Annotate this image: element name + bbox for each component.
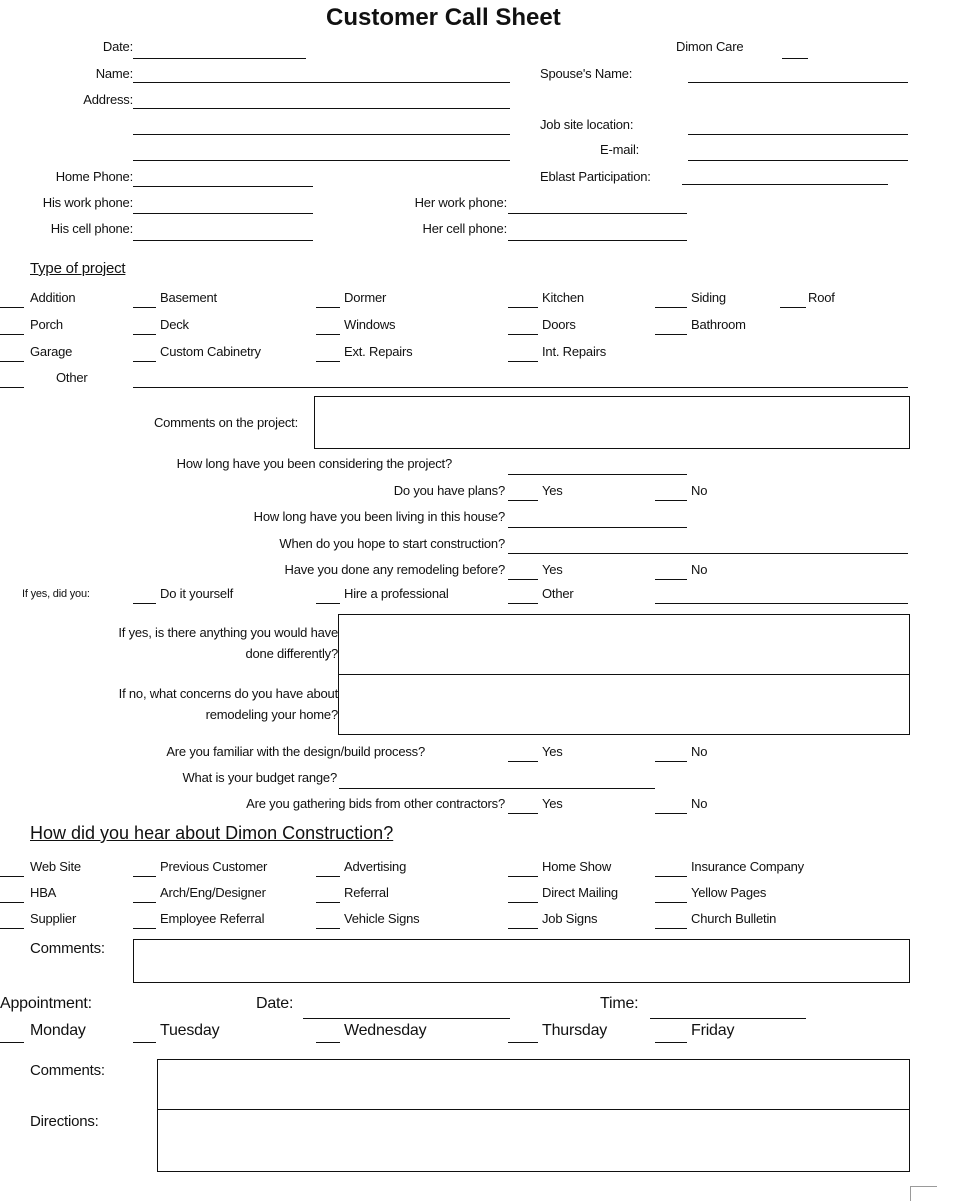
dimon-care-field[interactable]: [782, 58, 808, 59]
page-title: Customer Call Sheet: [326, 4, 561, 31]
day-tuesday: Tuesday: [160, 1022, 220, 1039]
q-considering: How long have you been considering the project?: [176, 456, 452, 471]
checkbox-blank[interactable]: [508, 361, 538, 362]
yes-label: Yes: [542, 562, 563, 577]
hear-heading: How did you hear about Dimon Construction?: [30, 823, 394, 843]
project-item: Dormer: [344, 290, 387, 305]
spouse-name-field[interactable]: [688, 82, 908, 83]
checkbox-blank[interactable]: [508, 579, 538, 580]
directions-label: Directions:: [30, 1113, 99, 1130]
dimon-care-label: Dimon Care: [676, 39, 744, 54]
checkbox-blank[interactable]: [655, 902, 687, 903]
project-item: Deck: [160, 317, 189, 332]
hear-item: Church Bulletin: [691, 911, 777, 926]
checkbox-blank[interactable]: [316, 307, 340, 308]
eblast-field[interactable]: [682, 184, 888, 185]
q-familiar: Are you familiar with the design/build process?: [166, 744, 425, 759]
home-phone-label: Home Phone:: [55, 169, 133, 184]
project-item: Windows: [344, 317, 396, 332]
q-living: How long have you been living in this house?: [253, 509, 505, 524]
checkbox-blank[interactable]: [316, 334, 340, 335]
hear-comments-label: Comments:: [30, 940, 105, 957]
hear-item: Referral: [344, 885, 389, 900]
q-concerns-2: remodeling your home?: [205, 707, 338, 722]
q-bids: Are you gathering bids from other contractors?: [246, 796, 505, 811]
appointment-time-field[interactable]: [650, 1018, 806, 1019]
checkbox-blank[interactable]: [508, 902, 538, 903]
hire-pro-label: Hire a professional: [344, 586, 449, 601]
directions-box[interactable]: [157, 1109, 910, 1172]
job-site-field[interactable]: [688, 134, 908, 135]
project-comments-label: Comments on the project:: [153, 415, 298, 430]
hear-item: Web Site: [30, 859, 81, 874]
other-field[interactable]: [655, 603, 908, 604]
project-item: Custom Cabinetry: [160, 344, 261, 359]
project-item: Siding: [691, 290, 726, 305]
checkbox-blank[interactable]: [133, 928, 156, 929]
job-site-label: Job site location:: [540, 117, 634, 132]
checkbox-blank[interactable]: [508, 1042, 538, 1043]
hear-item: Employee Referral: [160, 911, 265, 926]
hear-item: Advertising: [344, 859, 407, 874]
checkbox-blank[interactable]: [655, 500, 687, 501]
checkbox-blank[interactable]: [655, 334, 687, 335]
q-differently-1: If yes, is there anything you would have: [118, 625, 338, 640]
his-work-phone-label: His work phone:: [42, 195, 133, 210]
checkbox-blank[interactable]: [0, 876, 24, 877]
project-item: Int. Repairs: [542, 344, 607, 359]
checkbox-blank[interactable]: [0, 902, 24, 903]
checkbox-blank[interactable]: [508, 928, 538, 929]
checkbox-blank[interactable]: [0, 1042, 24, 1043]
no-label: No: [691, 796, 708, 811]
checkbox-blank[interactable]: [133, 876, 156, 877]
checkbox-blank[interactable]: [133, 1042, 156, 1043]
project-item: Addition: [30, 290, 76, 305]
day-thursday: Thursday: [542, 1022, 608, 1039]
appointment-comments-box[interactable]: [157, 1059, 910, 1111]
project-item: Kitchen: [542, 290, 584, 305]
no-label: No: [691, 483, 708, 498]
her-work-phone-field[interactable]: [508, 213, 687, 214]
hear-item: Arch/Eng/Designer: [160, 885, 266, 900]
checkbox-blank[interactable]: [316, 603, 340, 604]
checkbox-blank[interactable]: [508, 813, 538, 814]
checkbox-blank[interactable]: [508, 307, 538, 308]
his-cell-phone-field[interactable]: [133, 240, 313, 241]
checkbox-blank[interactable]: [133, 603, 156, 604]
address-field-2[interactable]: [133, 134, 510, 135]
project-item: Garage: [30, 344, 73, 359]
hear-comments-box[interactable]: [133, 939, 910, 983]
hear-item: Job Signs: [542, 911, 598, 926]
checkbox-blank[interactable]: [316, 876, 340, 877]
hear-item: Insurance Company: [691, 859, 804, 874]
living-field[interactable]: [508, 527, 687, 528]
checkbox-blank[interactable]: [0, 361, 24, 362]
name-field[interactable]: [133, 82, 510, 83]
checkbox-blank[interactable]: [655, 928, 687, 929]
checkbox-blank[interactable]: [655, 876, 687, 877]
q-plans: Do you have plans?: [393, 483, 505, 498]
checkbox-blank[interactable]: [655, 761, 687, 762]
checkbox-blank[interactable]: [0, 334, 24, 335]
project-item: Doors: [542, 317, 576, 332]
day-monday: Monday: [30, 1022, 86, 1039]
checkbox-blank[interactable]: [133, 334, 156, 335]
date-field[interactable]: [133, 58, 306, 59]
diy-label: Do it yourself: [160, 586, 234, 601]
differently-box[interactable]: [338, 614, 910, 675]
her-cell-phone-label: Her cell phone:: [422, 221, 507, 236]
yes-label: Yes: [542, 483, 563, 498]
name-label: Name:: [95, 66, 133, 81]
checkbox-blank[interactable]: [655, 579, 687, 580]
checkbox-blank[interactable]: [133, 902, 156, 903]
appointment-time-label: Time:: [600, 995, 639, 1012]
hear-item: Direct Mailing: [542, 885, 618, 900]
project-item: Basement: [160, 290, 217, 305]
no-label: No: [691, 744, 708, 759]
project-item: Porch: [30, 317, 63, 332]
checkbox-blank[interactable]: [316, 928, 340, 929]
checkbox-blank[interactable]: [655, 307, 687, 308]
day-wednesday: Wednesday: [344, 1022, 427, 1039]
if-yes-did-you-label: If yes, did you:: [22, 588, 90, 600]
checkbox-blank[interactable]: [0, 387, 24, 388]
page-corner-mark: [910, 1186, 937, 1201]
email-field[interactable]: [688, 160, 908, 161]
yes-label: Yes: [542, 744, 563, 759]
home-phone-field[interactable]: [133, 186, 313, 187]
other-field[interactable]: [133, 387, 908, 388]
q-differently-2: done differently?: [245, 646, 338, 661]
checkbox-blank[interactable]: [133, 307, 156, 308]
q-start: When do you hope to start construction?: [279, 536, 505, 551]
his-work-phone-field[interactable]: [133, 213, 313, 214]
q-remodeling: Have you done any remodeling before?: [284, 562, 505, 577]
project-comments-box[interactable]: [314, 396, 910, 449]
start-field[interactable]: [508, 553, 908, 554]
checkbox-blank[interactable]: [316, 902, 340, 903]
q-budget: What is your budget range?: [182, 770, 337, 785]
checkbox-blank[interactable]: [508, 603, 538, 604]
spouse-name-label: Spouse's Name:: [540, 66, 633, 81]
concerns-box[interactable]: [338, 674, 910, 735]
budget-field[interactable]: [339, 788, 655, 789]
project-item: Bathroom: [691, 317, 746, 332]
checkbox-blank[interactable]: [316, 361, 340, 362]
q-concerns-1: If no, what concerns do you have about: [118, 686, 338, 701]
appointment-comments-label: Comments:: [30, 1062, 105, 1079]
checkbox-blank[interactable]: [655, 1042, 687, 1043]
address-field-3[interactable]: [133, 160, 510, 161]
address-label: Address:: [83, 92, 133, 107]
appointment-label: Appointment:: [0, 995, 92, 1012]
appointment-date-label: Date:: [256, 995, 294, 1012]
email-label: E-mail:: [600, 142, 640, 157]
day-friday: Friday: [691, 1022, 735, 1039]
her-work-phone-label: Her work phone:: [414, 195, 507, 210]
checkbox-blank[interactable]: [316, 1042, 340, 1043]
appointment-date-field[interactable]: [303, 1018, 510, 1019]
address-field-1[interactable]: [133, 108, 510, 109]
other-label: Other: [542, 586, 574, 601]
her-cell-phone-field[interactable]: [508, 240, 687, 241]
hear-item: HBA: [30, 885, 57, 900]
checkbox-blank[interactable]: [780, 307, 806, 308]
checkbox-blank[interactable]: [508, 876, 538, 877]
hear-item: Supplier: [30, 911, 77, 926]
checkbox-blank[interactable]: [508, 334, 538, 335]
hear-item: Previous Customer: [160, 859, 268, 874]
checkbox-blank[interactable]: [508, 761, 538, 762]
no-label: No: [691, 562, 708, 577]
hear-item: Home Show: [542, 859, 612, 874]
date-label: Date:: [102, 39, 133, 54]
project-heading: Type of project: [30, 260, 126, 277]
hear-item: Yellow Pages: [691, 885, 767, 900]
checkbox-blank[interactable]: [0, 307, 24, 308]
project-item: Ext. Repairs: [344, 344, 413, 359]
other-label: Other: [56, 370, 88, 385]
hear-item: Vehicle Signs: [344, 911, 420, 926]
checkbox-blank[interactable]: [0, 928, 24, 929]
eblast-label: Eblast Participation:: [540, 169, 651, 184]
his-cell-phone-label: His cell phone:: [50, 221, 133, 236]
checkbox-blank[interactable]: [133, 361, 156, 362]
yes-label: Yes: [542, 796, 563, 811]
checkbox-blank[interactable]: [655, 813, 687, 814]
checkbox-blank[interactable]: [508, 500, 538, 501]
project-item: Roof: [808, 290, 835, 305]
considering-field[interactable]: [508, 474, 687, 475]
